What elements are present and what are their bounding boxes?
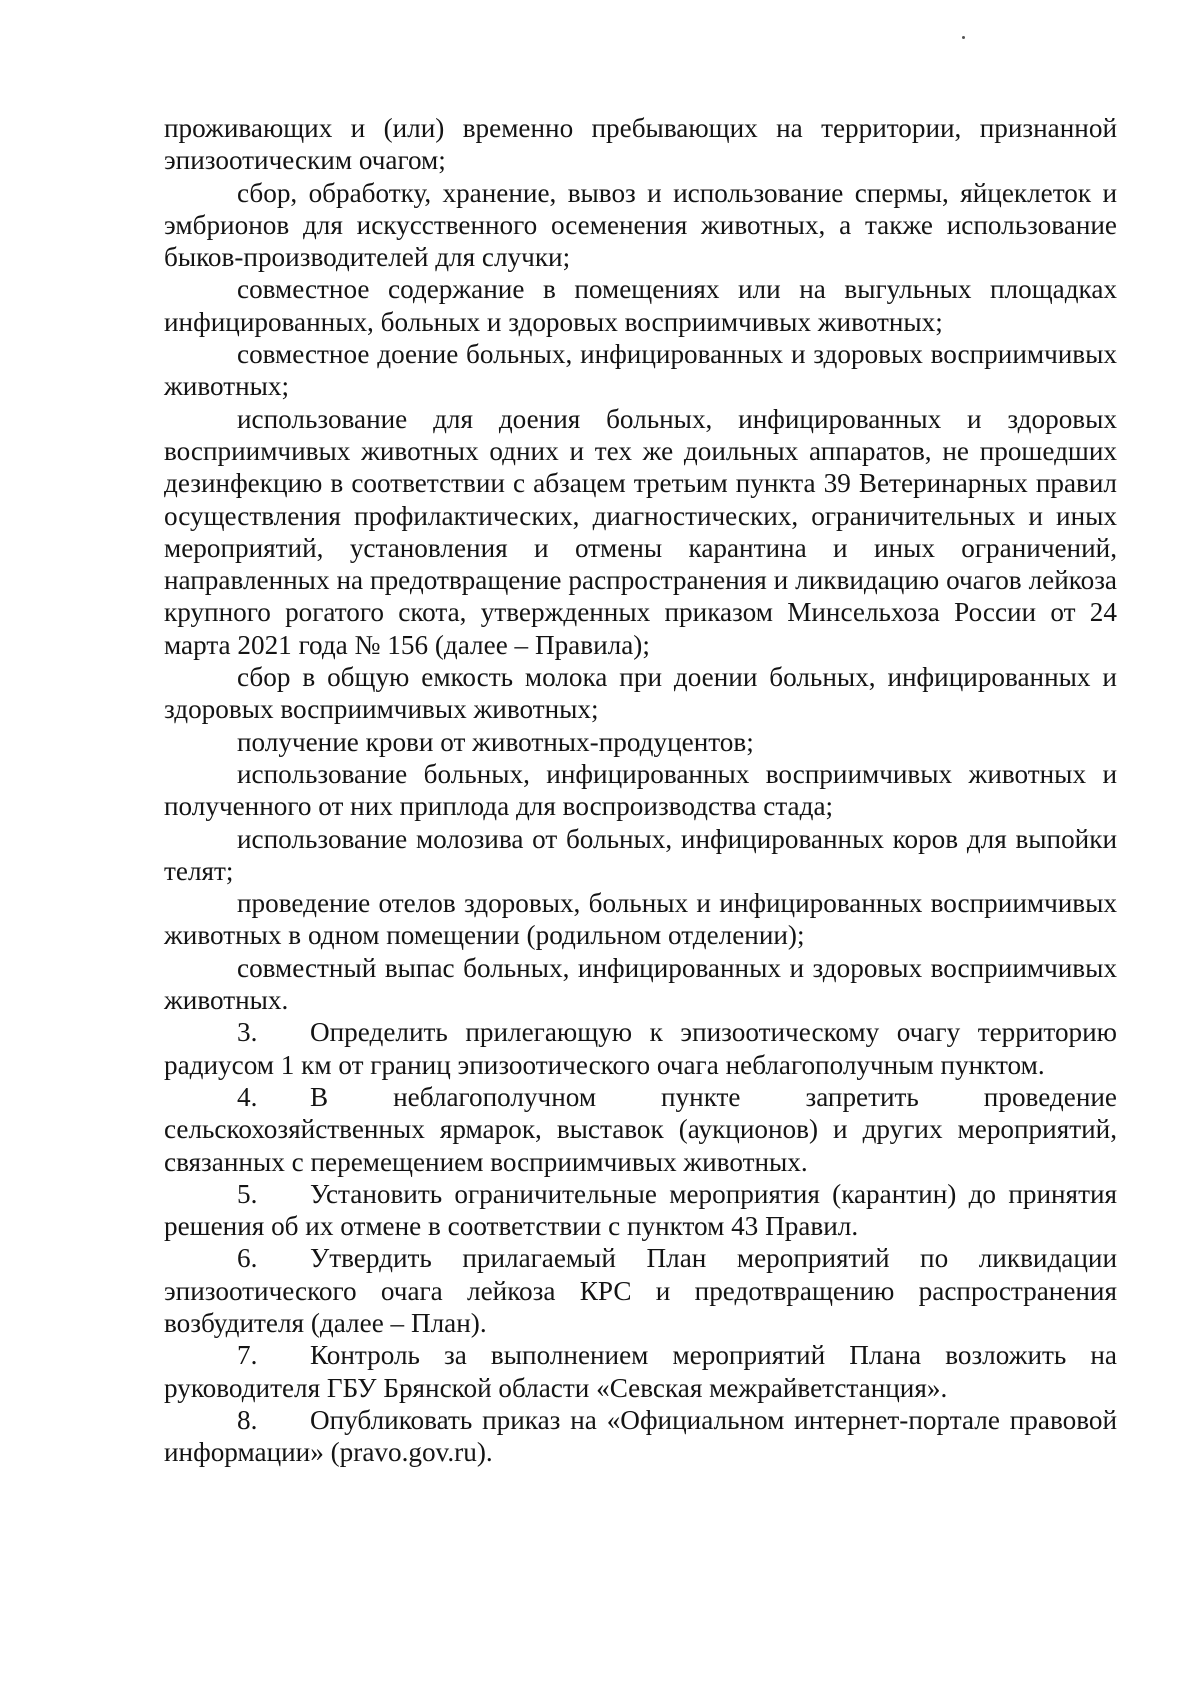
paragraph: сбор в общую емкость молока при доении больных, инфицированных и здоровых восприимчивых животных;	[164, 662, 1117, 725]
paragraph: совместный выпас больных, инфицированных и здоровых восприимчивых животных.	[164, 952, 1117, 1016]
item-text: Опубликовать приказ на «Официальном интернет-портале правовой информации» (pravo.gov.ru).	[164, 1404, 1117, 1468]
item-number: 7.	[237, 1340, 258, 1371]
paragraph: сбор, обработку, хранение, вывоз и использование спермы, яйцеклеток и эмбрионов для искусственного осеменения животных, а также использование быков-производителей для случки;	[164, 177, 1117, 273]
item-text: Контроль за выполнением мероприятий Плана возложить на руководителя ГБУ Брянской области «Севская межрайветстанция».	[164, 1340, 1117, 1403]
item-text: Установить ограничительные мероприятия (карантин) до принятия решения об их отмене в соответствии с пунктом 43 Правил.	[164, 1178, 1117, 1242]
paragraph: использование для доения больных, инфицированных и здоровых восприимчивых животных одних и тех же доильных аппаратов, не прошедших дезинфекцию в соответствии с абзацем третьим пункта 39 Ветеринарных правил осуществления профилактических, диагностических, ограничительных и иных мероприятий, установления и отмены карантина и иных ограничений, направленных на предотвращение распространения и ликвидацию очагов лейкоза крупного рогатого скота, утвержденных приказом Минсельхоза России от 24 марта 2021 года № 156 (далее – Правила);	[164, 403, 1117, 660]
scan-dot	[962, 36, 965, 39]
item-text: Утвердить прилагаемый План мероприятий по ликвидации эпизоотического очага лейкоза КРС и предотвращению распространения возбудителя (далее – План).	[164, 1243, 1117, 1338]
item-number: 8.	[237, 1404, 258, 1435]
item-number: 6.	[237, 1243, 258, 1274]
item-text: В неблагополучном пункте запретить проведение сельскохозяйственных ярмарок, выставок (аукционов) и других мероприятий, связанных с перемещением восприимчивых животных.	[164, 1081, 1117, 1177]
numbered-item-4	[164, 1081, 1117, 1178]
paragraph: проведение отелов здоровых, больных и инфицированных восприимчивых животных в одном помещении (родильном отделении);	[164, 888, 1117, 951]
document-body	[164, 112, 1117, 1468]
paragraph: использование молозива от больных, инфицированных коров для выпойки телят;	[164, 823, 1117, 886]
numbered-item-6	[164, 1242, 1117, 1339]
numbered-item-7	[164, 1339, 1117, 1404]
numbered-item-5	[164, 1178, 1117, 1243]
paragraph: совместное доение больных, инфицированных и здоровых восприимчивых животных;	[164, 339, 1117, 402]
paragraph: проживающих и (или) временно пребывающих на территории, признанной эпизоотическим очагом;	[164, 113, 1117, 176]
paragraph: совместное содержание в помещениях или на выгульных площадках инфицированных, больных и здоровых восприимчивых животных;	[164, 274, 1117, 337]
item-text: Определить прилегающую к эпизоотическому очагу территорию радиусом 1 км от границ эпизоотического очага неблагополучным пунктом.	[164, 1017, 1117, 1080]
paragraph: использование больных, инфицированных восприимчивых животных и полученного от них приплода для воспроизводства стада;	[164, 758, 1117, 822]
item-number: 5.	[237, 1178, 258, 1209]
item-number: 4.	[237, 1081, 258, 1112]
item-number: 3.	[237, 1017, 258, 1048]
numbered-item-3	[164, 1016, 1117, 1081]
paragraph: получение крови от животных-продуцентов;	[237, 726, 754, 757]
numbered-item-8	[164, 1404, 1117, 1469]
